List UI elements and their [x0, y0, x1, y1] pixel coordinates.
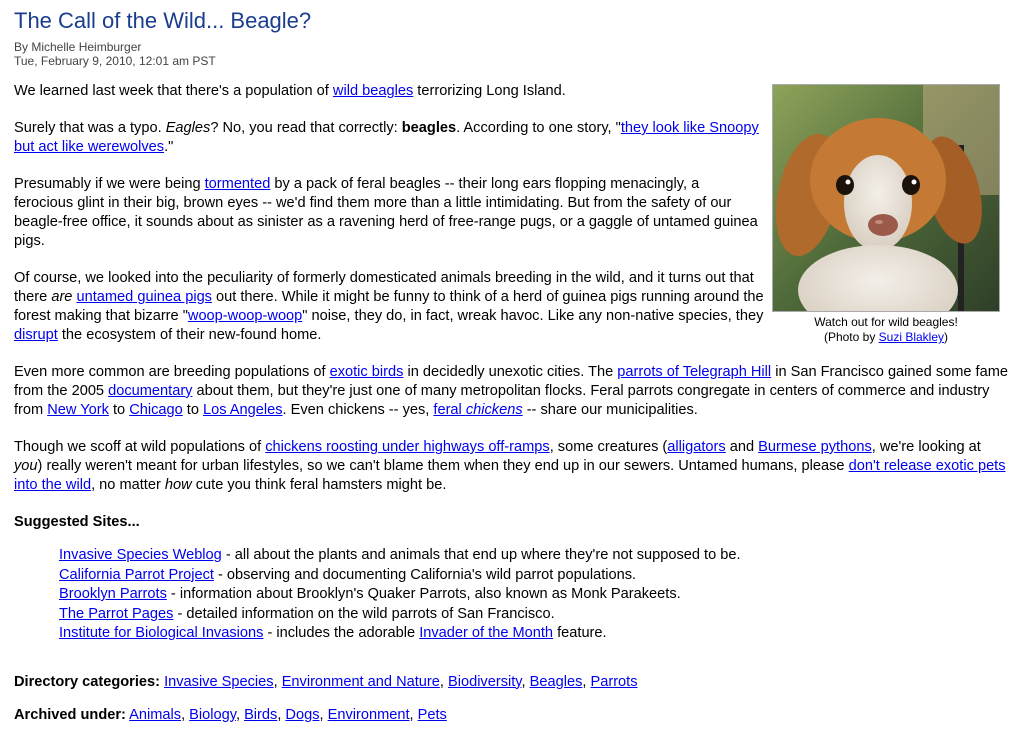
link-dont-release-exotic-pets[interactable]: don't release exotic pets into the wild — [14, 458, 1006, 493]
text: in decidedly unexotic cities. The — [403, 364, 618, 380]
photo-credit — [771, 330, 1001, 345]
link-text-italic: chickens — [465, 402, 523, 418]
text: - information about Brooklyn's Quaker Parrots, also known as Monk Parakeets. — [166, 586, 681, 602]
archived-under: Archived under: Animals, Biology, Birds, Dogs, Environment, Pets — [14, 706, 447, 723]
archive-link[interactable]: Environment — [327, 706, 410, 723]
italic-text: how — [164, 477, 192, 493]
link-disrupt[interactable]: disrupt — [14, 327, 58, 343]
link-invasive-species-weblog[interactable]: Invasive Species Weblog — [59, 547, 222, 563]
text: and — [725, 439, 759, 455]
text: by a pack of feral beagles -- their long ears flopping menacingly, a ferocious glint in their big, brown eyes -- we'd find them more than a little intimidating. But from the safety of our beagle-free office, it sounds about as sinister as a ravening herd of free-range pugs, or a gaggle of untamed guinea pigs. — [14, 176, 758, 249]
link-feral-chickens[interactable] — [433, 402, 522, 418]
paragraph-3 — [14, 175, 759, 251]
text: cute you think feral hamsters might be. — [191, 477, 447, 493]
text: Presumably if we were being — [14, 176, 205, 192]
category-link[interactable]: Parrots — [590, 673, 638, 690]
link-snoopy-werewolves[interactable]: they look like Snoopy but act like werewolves — [14, 120, 759, 155]
photo-caption: Watch out for wild beagles! — [814, 315, 958, 329]
text: We learned last week that there's a population of — [14, 83, 333, 99]
archive-link[interactable]: Pets — [417, 706, 447, 723]
text: ? No, you read that correctly: — [210, 120, 402, 136]
category-link[interactable]: Biodiversity — [447, 673, 522, 690]
paragraph-6 — [14, 438, 1009, 495]
text: - all about the plants and animals that end up where they're not supposed to be. — [221, 547, 741, 563]
page-title: The Call of the Wild... Beagle? — [14, 8, 312, 33]
author: By Michelle Heimburger — [14, 40, 142, 54]
link-untamed-guinea-pigs[interactable]: untamed guinea pigs — [76, 289, 212, 305]
text: out there. While it might be funny to think of a herd of guinea pigs running around the forest making that bizarre " — [14, 289, 764, 324]
text: to — [182, 402, 204, 418]
photo-credit-link[interactable]: Suzi Blakley — [878, 330, 945, 344]
text: Even more common are breeding populations of — [14, 364, 330, 380]
paragraph-2 — [14, 119, 759, 157]
text: - observing and documenting California's wild parrot populations. — [213, 566, 637, 583]
paragraph-5 — [14, 363, 1009, 420]
list-item — [59, 546, 1009, 566]
bold-text: beagles — [401, 120, 457, 136]
link-wild-beagles[interactable]: wild beagles — [332, 83, 414, 99]
text: -- share our municipalities. — [522, 402, 698, 418]
photo-box — [771, 84, 1001, 345]
text: to — [108, 402, 130, 418]
text: - includes the adorable — [263, 625, 420, 641]
directory-label: Directory categories: — [14, 673, 160, 690]
archive-link[interactable]: Animals — [129, 706, 182, 723]
text: , some creatures ( — [549, 439, 668, 455]
text: . Even chickens -- yes, — [282, 402, 434, 418]
category-link[interactable]: Environment and Nature — [281, 673, 440, 690]
beagle-photo — [772, 84, 1000, 312]
archive-link[interactable]: Birds — [244, 706, 278, 723]
directory-categories: Directory categories: Invasive Species, Environment and Nature, Biodiversity, Beagles, Parrots — [14, 673, 638, 690]
text: feature. — [553, 625, 607, 641]
suggested-sites-list — [59, 546, 1009, 644]
text: " noise, they do, in fact, wreak havoc. Like any non-native species, they — [302, 308, 764, 324]
text: - detailed information on the wild parrots of San Francisco. — [173, 605, 555, 622]
text: ) really weren't meant for urban lifestyles, so we can't blame them when they end up in our sewers. Untamed humans, please — [37, 458, 849, 474]
link-tormented[interactable]: tormented — [204, 176, 271, 192]
list-item — [59, 624, 1009, 644]
link-parrot-pages[interactable]: The Parrot Pages — [59, 605, 174, 622]
archive-link[interactable]: Dogs — [285, 706, 320, 723]
link-california-parrot-project[interactable]: California Parrot Project — [59, 566, 214, 583]
text: Though we scoff at wild populations of — [14, 439, 266, 455]
text: ." — [164, 139, 174, 155]
italic-text: Eagles — [165, 120, 211, 136]
italic-text: you — [14, 458, 38, 474]
text: , no matter — [91, 477, 165, 493]
text: the ecosystem of their new-found home. — [57, 327, 322, 343]
paragraph-4 — [14, 269, 774, 345]
link-alligators[interactable]: alligators — [667, 439, 726, 455]
publish-date: Tue, February 9, 2010, 12:01 am PST — [14, 54, 216, 68]
link-text: feral — [433, 402, 466, 418]
category-link[interactable]: Invasive Species — [164, 673, 274, 690]
category-link[interactable]: Beagles — [529, 673, 583, 690]
byline — [14, 40, 1009, 68]
link-chicago[interactable]: Chicago — [129, 402, 183, 418]
link-burmese-pythons[interactable]: Burmese pythons — [758, 439, 872, 455]
link-institute-biological-invasions[interactable]: Institute for Biological Invasions — [59, 625, 264, 641]
suggested-heading: Suggested Sites... — [14, 514, 140, 530]
list-item — [59, 566, 1009, 586]
text: Surely that was a typo. — [14, 120, 166, 136]
text: about them, but they're just one of many metropolitan flocks. Feral parrots congregate in centers of commerce and industry from — [14, 383, 990, 418]
credit-prefix: (Photo by — [823, 330, 879, 344]
list-item — [59, 585, 1009, 605]
paragraph-1 — [14, 82, 759, 101]
link-invader-of-the-month[interactable]: Invader of the Month — [419, 625, 554, 641]
text: . According to one story, " — [456, 120, 621, 136]
link-documentary[interactable]: documentary — [108, 383, 193, 399]
archive-link[interactable]: Biology — [189, 706, 236, 723]
link-los-angeles[interactable]: Los Angeles — [203, 402, 283, 418]
text: , we're looking at — [871, 439, 981, 455]
italic-text: are — [51, 289, 73, 305]
link-parrots-telegraph-hill[interactable]: parrots of Telegraph Hill — [617, 364, 772, 380]
link-chickens-roosting[interactable]: chickens roosting under highways off-ramps — [265, 439, 550, 455]
text: Of course, we looked into the peculiarity of formerly domesticated animals breeding in the wild, and it turns out that there — [14, 270, 754, 305]
text: in San Francisco gained some fame from the 2005 — [14, 364, 1009, 399]
link-exotic-birds[interactable]: exotic birds — [329, 364, 404, 380]
credit-suffix: ) — [944, 330, 949, 344]
list-item — [59, 605, 1009, 625]
link-brooklyn-parrots[interactable]: Brooklyn Parrots — [59, 586, 167, 602]
link-woop-woop-woop[interactable]: woop-woop-woop — [187, 308, 303, 324]
link-new-york[interactable]: New York — [47, 402, 109, 418]
text: terrorizing Long Island. — [413, 83, 566, 99]
archived-label: Archived under: — [14, 706, 126, 723]
